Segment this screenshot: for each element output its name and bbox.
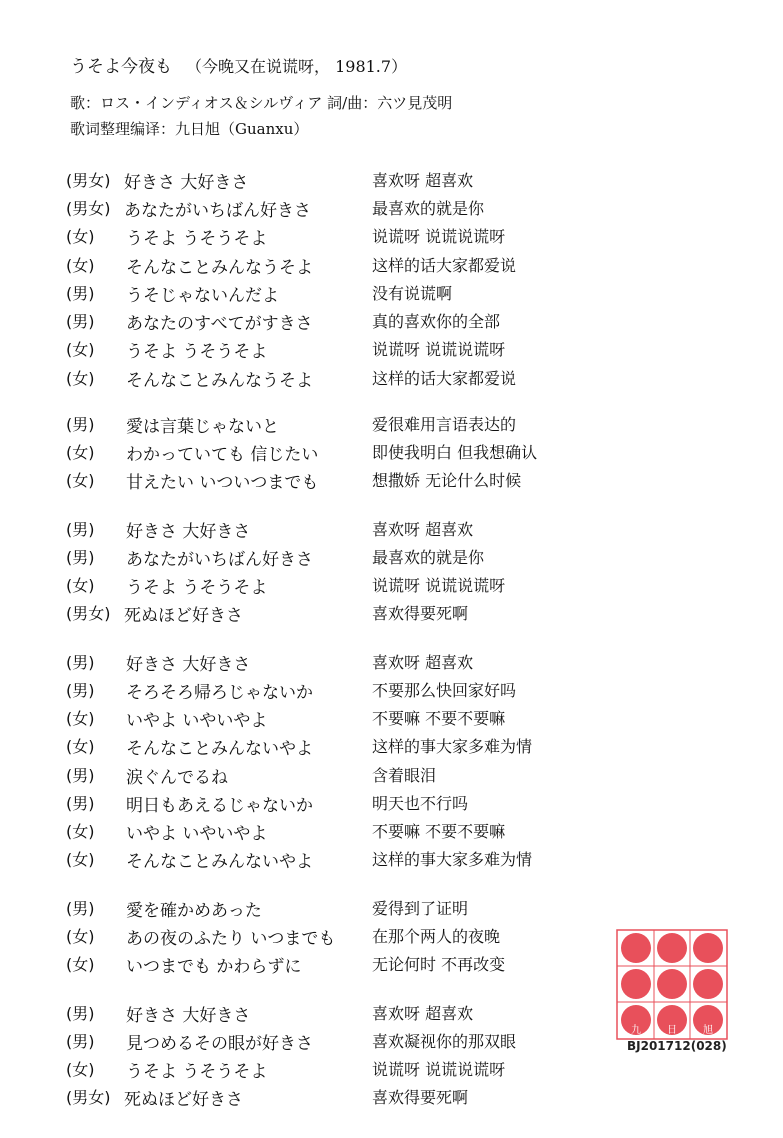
japanese-lyric: うそよ うそうそよ [126,1062,268,1082]
singer-label: (男女) [66,1088,111,1107]
singer-label: (男) [66,312,95,331]
lyric-line [0,573,783,599]
japanese-lyric: そんなことみんなうそよ [126,258,313,278]
lyric-line [0,1057,783,1083]
singer-label: (男) [66,794,95,813]
japanese-lyric: あなたがいちばん好きさ [126,550,313,570]
chinese-translation: 说谎呀 说谎说谎呀 [372,227,506,246]
singer-label: (男) [66,1032,95,1051]
lyric-line [0,1085,783,1111]
singer-label: (男) [66,415,95,434]
chinese-translation: 即使我明白 但我想确认 [372,443,538,462]
singer-label: (男) [66,899,95,918]
singer-label: (男) [66,1004,95,1023]
lyric-line [0,196,783,222]
song-subtitle: （今晚又在说谎呀， 1981.7） [186,57,408,76]
lyric-line [0,224,783,250]
chinese-translation: 最喜欢的就是你 [372,199,485,218]
seal-stamp [616,929,728,1040]
lyric-line [0,309,783,335]
lyric-line [0,412,783,438]
lyric-line [0,545,783,571]
japanese-lyric: あなたのすべてがすきさ [126,314,313,334]
japanese-lyric: 好きさ 大好きさ [126,655,251,675]
chinese-translation: 说谎呀 说谎说谎呀 [372,576,506,595]
chinese-translation: 爱得到了证明 [372,899,469,918]
chinese-translation: 喜欢呀 超喜欢 [372,1004,474,1023]
japanese-lyric: そんなことみんないやよ [126,739,313,759]
japanese-lyric: 好きさ 大好きさ [124,173,249,193]
lyric-line [0,366,783,392]
chinese-translation: 这样的事大家多难为情 [372,850,533,869]
chinese-translation: 喜欢呀 超喜欢 [372,171,474,190]
lyric-line [0,763,783,789]
singer-label: (女) [66,227,95,246]
singer-label: (女) [66,850,95,869]
japanese-lyric: 涙ぐんでるね [126,768,228,788]
seal-dot [693,969,723,999]
japanese-lyric: いやよ いやいやよ [126,824,268,844]
singer-label: (男) [66,653,95,672]
seal-dot [621,969,651,999]
japanese-lyric: いつまでも かわらずに [126,957,302,977]
singer-label: (男) [66,284,95,303]
seal-dots [621,933,723,1035]
song-credits: 歌：ロス・インディオス＆シルヴィア 詞/曲：六ツ見茂明 [70,94,453,112]
chinese-translation: 含着眼泪 [372,766,437,785]
chinese-translation: 这样的话大家都爱说 [372,369,517,388]
japanese-lyric: そんなことみんないやよ [126,852,313,872]
singer-label: (男) [66,681,95,700]
lyric-line [0,253,783,279]
lyric-line [0,791,783,817]
seal-char: 旭 [703,1025,713,1036]
chinese-translation: 说谎呀 说谎说谎呀 [372,1060,506,1079]
chinese-translation: 没有说谎啊 [372,284,453,303]
singer-label: (男) [66,766,95,785]
singer-label: (男) [66,520,95,539]
chinese-translation: 不要嘛 不要不要嘛 [372,709,506,728]
singer-label: (女) [66,369,95,388]
chinese-translation: 这样的事大家多难为情 [372,737,533,756]
lyric-line [0,601,783,627]
chinese-translation: 喜欢得要死啊 [372,604,469,623]
chinese-translation: 无论何时 不再改变 [372,955,506,974]
seal-dot [657,933,687,963]
japanese-lyric: うそじゃないんだよ [126,286,279,306]
japanese-lyric: うそよ うそうそよ [126,229,268,249]
singer-label: (女) [66,256,95,275]
japanese-lyric: 愛は言葉じゃないと [126,417,279,437]
singer-label: (男女) [66,171,111,190]
lyric-line [0,440,783,466]
chinese-translation: 想撒娇 无论什么时候 [372,471,522,490]
singer-label: (女) [66,737,95,756]
chinese-translation: 喜欢呀 超喜欢 [372,520,474,539]
japanese-lyric: うそよ うそうそよ [126,578,268,598]
singer-label: (男女) [66,199,111,218]
japanese-lyric: あの夜のふたり いつまでも [126,929,336,949]
japanese-lyric: 好きさ 大好きさ [126,1006,251,1026]
chinese-translation: 喜欢得要死啊 [372,1088,469,1107]
lyric-line [0,819,783,845]
lyric-line [0,706,783,732]
lyric-line [0,678,783,704]
japanese-lyric: そんなことみんなうそよ [126,371,313,391]
seal-char: 九 [631,1025,641,1036]
lyric-line [0,650,783,676]
lyric-line [0,847,783,873]
song-title: うそよ今夜も [70,57,172,77]
chinese-translation: 说谎呀 说谎说谎呀 [372,340,506,359]
lyric-line [0,896,783,922]
seal-dot [657,969,687,999]
singer-label: (女) [66,927,95,946]
singer-label: (女) [66,340,95,359]
singer-label: (女) [66,471,95,490]
singer-label: (女) [66,1060,95,1079]
translator-credit: 歌词整理编译：九日旭（Guanxu） [70,120,309,138]
japanese-lyric: 明日もあえるじゃないか [126,796,313,816]
japanese-lyric: 甘えたい いついつまでも [126,473,319,493]
lyric-line [0,517,783,543]
chinese-translation: 喜欢呀 超喜欢 [372,653,474,672]
chinese-translation: 真的喜欢你的全部 [372,312,501,331]
japanese-lyric: わかっていても 信じたい [126,445,319,465]
seal-dot [621,933,651,963]
japanese-lyric: うそよ うそうそよ [126,342,268,362]
japanese-lyric: そろそろ帰ろじゃないか [126,683,313,703]
singer-label: (女) [66,443,95,462]
lyric-line [0,281,783,307]
singer-label: (男女) [66,604,111,623]
lyric-line [0,168,783,194]
song-title-line [70,52,407,77]
singer-label: (女) [66,822,95,841]
japanese-lyric: 死ぬほど好きさ [124,606,243,626]
singer-label: (女) [66,955,95,974]
singer-label: (女) [66,709,95,728]
lyric-line [0,337,783,363]
singer-label: (男) [66,548,95,567]
japanese-lyric: 死ぬほど好きさ [124,1090,243,1110]
japanese-lyric: あなたがいちばん好きさ [124,201,311,221]
japanese-lyric: 見つめるその眼が好きさ [126,1034,313,1054]
singer-label: (女) [66,576,95,595]
seal-code: BJ201712(028) [627,1039,727,1053]
seal-char: 日 [667,1025,677,1036]
japanese-lyric: 愛を確かめあった [126,901,262,921]
lyric-line [0,734,783,760]
chinese-translation: 不要嘛 不要不要嘛 [372,822,506,841]
japanese-lyric: 好きさ 大好きさ [126,522,251,542]
chinese-translation: 在那个两人的夜晚 [372,927,501,946]
lyric-line [0,468,783,494]
chinese-translation: 最喜欢的就是你 [372,548,485,567]
chinese-translation: 不要那么快回家好吗 [372,681,517,700]
chinese-translation: 明天也不行吗 [372,794,469,813]
japanese-lyric: いやよ いやいやよ [126,711,268,731]
chinese-translation: 这样的话大家都爱说 [372,256,517,275]
chinese-translation: 爱很难用言语表达的 [372,415,517,434]
chinese-translation: 喜欢凝视你的那双眼 [372,1032,517,1051]
seal-dot [693,933,723,963]
